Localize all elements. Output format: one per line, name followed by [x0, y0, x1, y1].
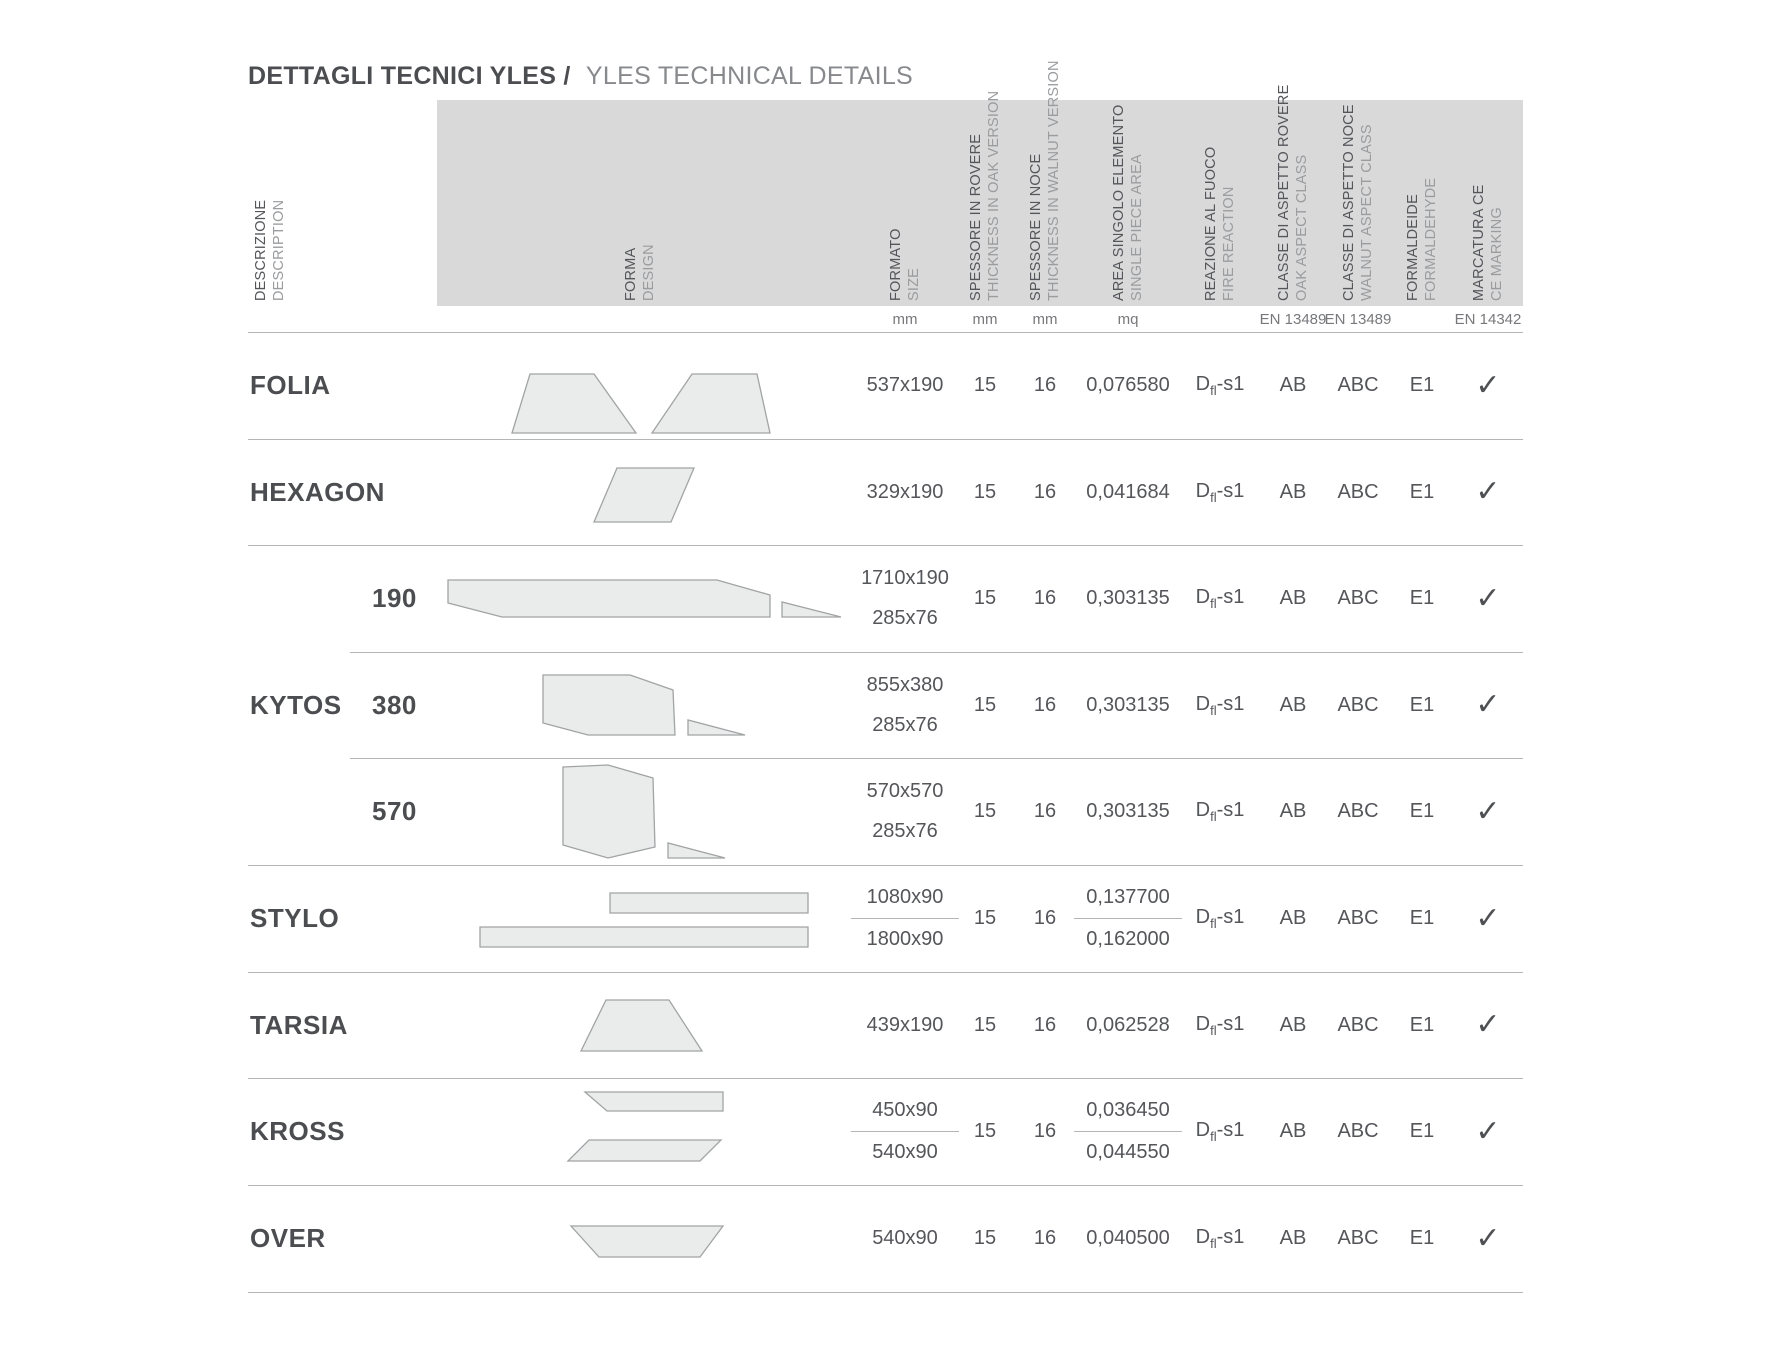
size-value: 329x190	[866, 480, 944, 503]
fire-reaction-value: $D_{fl}-s1$	[1195, 799, 1245, 824]
ce-check-icon: ✓	[1475, 368, 1501, 402]
size-value: 1710x190 285x76	[861, 567, 949, 629]
oak-class-value: AB	[1279, 800, 1307, 822]
thickness-walnut-value: 16	[1033, 1013, 1057, 1036]
size-divider	[851, 918, 959, 919]
size-divider	[851, 1131, 959, 1132]
page-title-secondary: YLES TECHNICAL DETAILS	[585, 62, 913, 90]
walnut-class-value: ABC	[1337, 1120, 1379, 1142]
table-row-kytos-380	[248, 652, 1523, 758]
size-value: 570x570 285x76	[866, 780, 944, 842]
page-title	[248, 62, 913, 91]
thickness-oak-value: 15	[973, 374, 997, 396]
column-header-area: AREA SINGOLO ELEMENTO SINGLE PIECE AREA	[1111, 104, 1145, 301]
unit-oak-class: EN 13489	[1259, 311, 1327, 328]
ce-check-icon: ✓	[1475, 581, 1501, 615]
size-value: 1080x90 1800x90	[851, 865, 959, 972]
product-variant: 190	[372, 583, 417, 613]
thickness-oak-value: 15	[973, 480, 997, 503]
unit-thickness-walnut: mm	[1032, 311, 1058, 328]
table-row-hexagon	[248, 439, 1523, 545]
area-value: 0,041684	[1086, 480, 1170, 503]
oak-class-value: AB	[1279, 587, 1307, 609]
product-name: STYLO	[250, 903, 340, 933]
walnut-class-value: ABC	[1337, 587, 1379, 609]
unit-area: mq	[1117, 311, 1139, 328]
thickness-oak-value: 15	[973, 907, 997, 929]
ce-check-icon: ✓	[1475, 1008, 1501, 1041]
area-value: 0,036450 0,044550	[1074, 1078, 1182, 1185]
thickness-walnut-value: 16	[1033, 587, 1057, 609]
product-name: HEXAGON	[250, 476, 385, 507]
formaldehyde-value: E1	[1409, 800, 1435, 822]
column-header-fire-reaction: REAZIONE AL FUOCO FIRE REACTION	[1203, 146, 1237, 301]
oak-class-value: AB	[1279, 1120, 1307, 1142]
product-variant: 570	[372, 796, 417, 826]
oak-class-value: AB	[1279, 480, 1307, 503]
thickness-oak-value: 15	[973, 587, 997, 609]
area-value: 0,062528	[1086, 1013, 1170, 1036]
table-row-kytos-190	[248, 545, 1523, 652]
formaldehyde-value: E1	[1409, 1013, 1435, 1036]
area-divider	[1074, 918, 1182, 919]
area-value: 0,303135	[1086, 800, 1170, 822]
fire-reaction-value: $D_{fl}-s1$	[1195, 373, 1245, 398]
table-row-tarsia	[248, 972, 1523, 1078]
product-name: TARSIA	[250, 1009, 348, 1040]
size-value: 537x190	[866, 374, 944, 396]
ce-check-icon: ✓	[1475, 1114, 1501, 1148]
product-variant: 380	[372, 689, 417, 720]
column-header-design: FORMA DESIGN	[623, 244, 657, 301]
page-title-primary: DETTAGLI TECNICI YLES /	[248, 62, 571, 90]
thickness-walnut-value: 16	[1033, 480, 1057, 503]
ce-check-icon: ✓	[1475, 1221, 1501, 1255]
size-value: 439x190	[866, 1013, 944, 1036]
fire-reaction-value: $D_{fl}-s1$	[1195, 692, 1245, 718]
walnut-class-value: ABC	[1337, 907, 1379, 929]
walnut-class-value: ABC	[1337, 374, 1379, 396]
formaldehyde-value: E1	[1409, 693, 1435, 716]
thickness-walnut-value: 16	[1033, 907, 1057, 929]
thickness-oak-value: 15	[973, 800, 997, 822]
area-divider	[1074, 1131, 1182, 1132]
fire-reaction-value: $D_{fl}-s1$	[1195, 479, 1245, 505]
walnut-class-value: ABC	[1337, 480, 1379, 503]
column-header-size: FORMATO SIZE	[888, 228, 922, 301]
column-header-oak-aspect-class: CLASSE DI ASPETTO ROVERE OAK ASPECT CLASS	[1276, 84, 1310, 301]
table-row-over	[248, 1185, 1523, 1292]
walnut-class-value: ABC	[1337, 693, 1379, 716]
table-row-kytos-570	[248, 758, 1523, 865]
walnut-class-value: ABC	[1337, 1013, 1379, 1036]
fire-reaction-value: $D_{fl}-s1$	[1195, 586, 1245, 611]
ce-check-icon: ✓	[1475, 901, 1501, 935]
formaldehyde-value: E1	[1409, 587, 1435, 609]
ce-check-icon: ✓	[1475, 688, 1501, 721]
product-name: KROSS	[250, 1116, 345, 1146]
thickness-walnut-value: 16	[1033, 1227, 1057, 1249]
oak-class-value: AB	[1279, 907, 1307, 929]
thickness-oak-value: 15	[973, 1227, 997, 1249]
column-header-ce-marking: MARCATURA CE CE MARKING	[1471, 184, 1505, 301]
size-value: 450x90 540x90	[851, 1078, 959, 1185]
thickness-walnut-value: 16	[1033, 800, 1057, 822]
area-value: 0,076580	[1086, 374, 1170, 396]
unit-walnut-class: EN 13489	[1324, 311, 1392, 328]
oak-class-value: AB	[1279, 1227, 1307, 1249]
fire-reaction-value: $D_{fl}-s1$	[1195, 1012, 1245, 1038]
ce-check-icon: ✓	[1475, 794, 1501, 828]
column-header-formaldehyde: FORMALDEIDE FORMALDEHYDE	[1405, 177, 1439, 301]
product-name: FOLIA	[250, 370, 331, 400]
size-value: 855x380 285x76	[866, 673, 944, 736]
column-header-walnut-aspect-class: CLASSE DI ASPETTO NOCE WALNUT ASPECT CLASS	[1341, 104, 1375, 301]
formaldehyde-value: E1	[1409, 374, 1435, 396]
column-header-thickness-walnut: SPESSORE IN NOCE THICKNESS IN WALNUT VERSION	[1028, 60, 1062, 301]
product-name: KYTOS	[250, 689, 342, 720]
fire-reaction-value: $D_{fl}-s1$	[1195, 1119, 1245, 1144]
area-value: 0,303135	[1086, 693, 1170, 716]
unit-size: mm	[892, 311, 918, 328]
thickness-walnut-value: 16	[1033, 374, 1057, 396]
column-header-description: DESCRIZIONE DESCRIPTION	[253, 199, 287, 301]
walnut-class-value: ABC	[1337, 800, 1379, 822]
unit-ce-marking: EN 14342	[1454, 311, 1522, 328]
fire-reaction-value: $D_{fl}-s1$	[1195, 906, 1245, 931]
thickness-walnut-value: 16	[1033, 1120, 1057, 1142]
formaldehyde-value: E1	[1409, 480, 1435, 503]
thickness-oak-value: 15	[973, 1013, 997, 1036]
product-name: OVER	[250, 1223, 326, 1253]
oak-class-value: AB	[1279, 693, 1307, 716]
formaldehyde-value: E1	[1409, 1120, 1435, 1142]
area-value: 0,303135	[1086, 587, 1170, 609]
oak-class-value: AB	[1279, 374, 1307, 396]
area-value: 0,137700 0,162000	[1074, 865, 1182, 972]
thickness-oak-value: 15	[973, 693, 997, 716]
oak-class-value: AB	[1279, 1013, 1307, 1036]
column-header-thickness-oak: SPESSORE IN ROVERE THICKNESS IN OAK VERSION	[968, 90, 1002, 301]
formaldehyde-value: E1	[1409, 1227, 1435, 1249]
ce-check-icon: ✓	[1475, 475, 1501, 508]
table-row-stylo	[248, 865, 1523, 972]
unit-thickness-oak: mm	[972, 311, 998, 328]
walnut-class-value: ABC	[1337, 1227, 1379, 1249]
thickness-oak-value: 15	[973, 1120, 997, 1142]
thickness-walnut-value: 16	[1033, 693, 1057, 716]
fire-reaction-value: $D_{fl}-s1$	[1195, 1226, 1245, 1251]
table-row-kross	[248, 1078, 1523, 1185]
area-value: 0,040500	[1086, 1227, 1170, 1249]
row-divider	[248, 1292, 1523, 1293]
table-row-folia	[248, 332, 1523, 439]
formaldehyde-value: E1	[1409, 907, 1435, 929]
size-value: 540x90	[872, 1227, 938, 1249]
